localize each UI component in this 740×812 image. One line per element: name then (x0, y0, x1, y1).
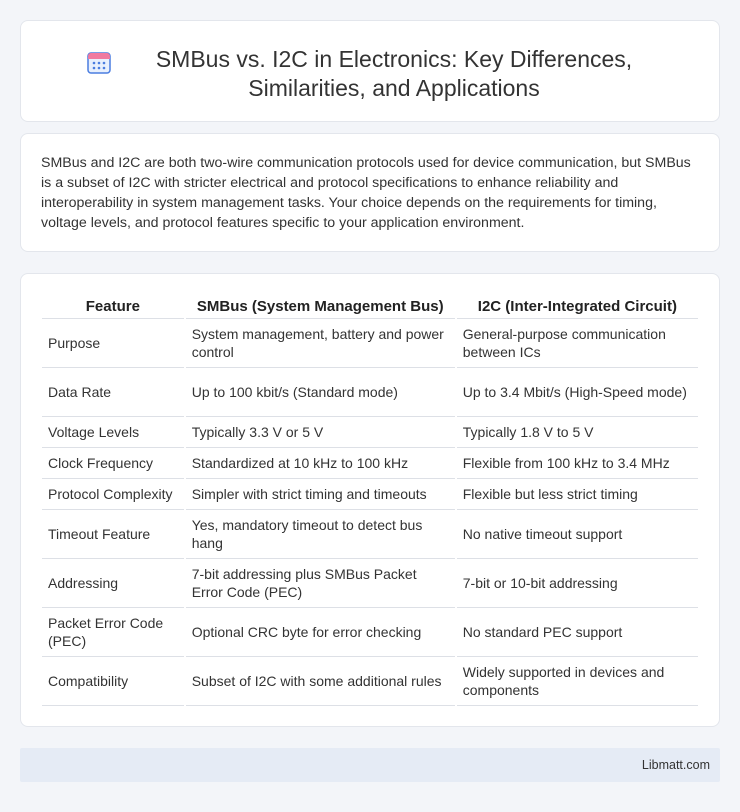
row-feature: Timeout Feature (42, 510, 184, 559)
table-row (42, 510, 698, 559)
row-feature: Clock Frequency (42, 448, 184, 479)
row-i2c: Flexible from 100 kHz to 3.4 MHz (457, 448, 698, 479)
intro-card (20, 133, 720, 252)
row-smbus: Standardized at 10 kHz to 100 kHz (186, 448, 455, 479)
row-smbus: Up to 100 kbit/s (Standard mode) (186, 368, 455, 417)
row-i2c: Widely supported in devices and components (457, 657, 698, 706)
footer-brand-link[interactable]: Libmatt.com (641, 758, 710, 772)
intro-paragraph: SMBus and I2C are both two-wire communication protocols used for device communication, but SMBus is a subset of I2C with stricter electrical and protocol specifications to enhance reliability and interoperability in system management tasks. Your choice depends on the requirements for timing, voltage levels, and protocol features specific to your application environment. (41, 155, 691, 231)
header-i2c: I2C (Inter-Integrated Circuit) (457, 294, 698, 319)
table-row (42, 319, 698, 368)
table-row (42, 448, 698, 479)
table-header-row (42, 294, 698, 319)
row-feature: Data Rate (42, 368, 184, 417)
row-smbus: System management, battery and power control (186, 319, 455, 368)
row-feature: Protocol Complexity (42, 479, 184, 510)
table-row (42, 608, 698, 657)
calendar-icon (86, 49, 112, 75)
table-row (42, 657, 698, 706)
row-feature: Compatibility (42, 657, 184, 706)
table-row (42, 417, 698, 448)
table-row (42, 559, 698, 608)
row-smbus: Optional CRC byte for error checking (186, 608, 455, 657)
row-i2c: Flexible but less strict timing (457, 479, 698, 510)
row-smbus: 7-bit addressing plus SMBus Packet Error Code (PEC) (186, 559, 455, 608)
table-row (42, 368, 698, 417)
comparison-table-card (20, 273, 720, 727)
table-row (42, 479, 698, 510)
row-i2c: 7-bit or 10-bit addressing (457, 559, 698, 608)
row-feature: Packet Error Code (PEC) (42, 608, 184, 657)
row-smbus: Subset of I2C with some additional rules (186, 657, 455, 706)
row-i2c: General-purpose communication between ICs (457, 319, 698, 368)
row-smbus: Yes, mandatory timeout to detect bus hang (186, 510, 455, 559)
page-title: SMBus vs. I2C in Electronics: Key Differences, Similarities, and Applications (155, 46, 633, 101)
title-row (21, 21, 719, 103)
row-feature: Addressing (42, 559, 184, 608)
row-smbus: Simpler with strict timing and timeouts (186, 479, 455, 510)
title-card (20, 20, 720, 122)
header-feature: Feature (42, 294, 184, 319)
row-smbus: Typically 3.3 V or 5 V (186, 417, 455, 448)
footer (20, 748, 720, 782)
row-i2c: No standard PEC support (457, 608, 698, 657)
row-i2c: Typically 1.8 V to 5 V (457, 417, 698, 448)
row-i2c: Up to 3.4 Mbit/s (High-Speed mode) (457, 368, 698, 417)
row-feature: Purpose (42, 319, 184, 368)
row-i2c: No native timeout support (457, 510, 698, 559)
header-smbus: SMBus (System Management Bus) (186, 294, 455, 319)
comparison-table (40, 294, 700, 706)
row-feature: Voltage Levels (42, 417, 184, 448)
